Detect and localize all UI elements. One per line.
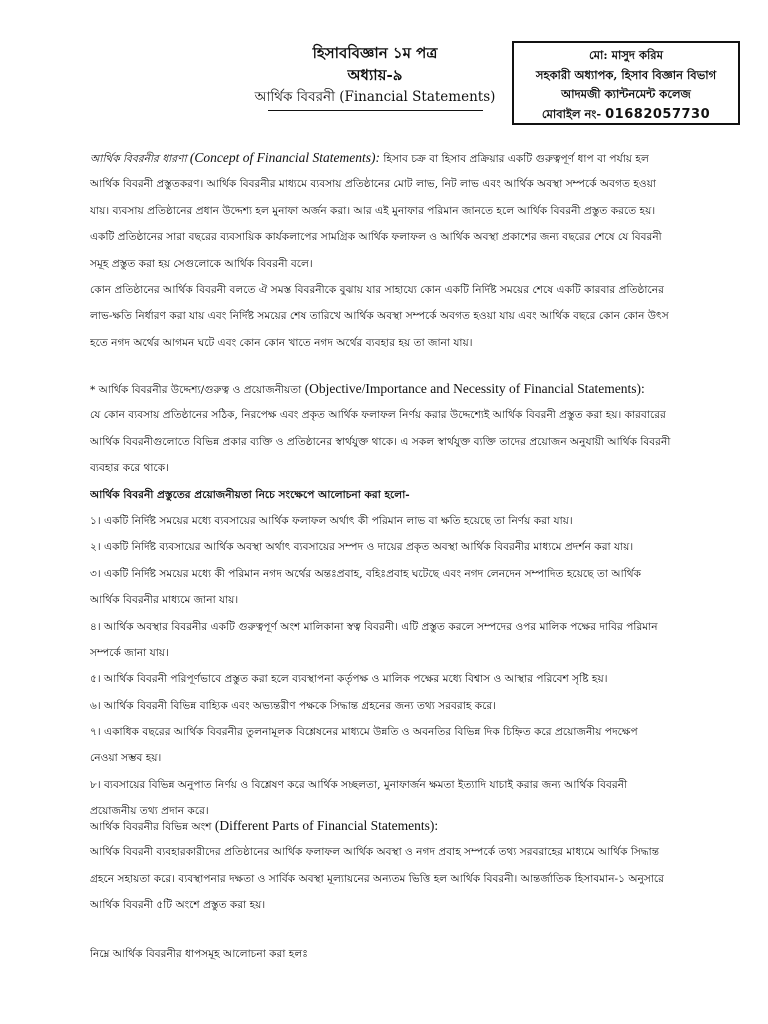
author-designation: সহকারী অধ্যাপক, হিসাব বিজ্ঞান বিভাগ [535,67,717,82]
title-block [250,42,500,111]
mobile-number: 01682057730 [605,106,711,122]
paragraph-line: গ্রহনে সহায়তা করে। ব্যবস্থাপনার দক্ষতা ও সার্বিক অবস্থা মূল্যায়নের অন্যতম ভিত্তি হল আর্থিক বিবরনী। আন্তর্জাতিক হিসাবমান-১ অনুসারে [90,872,664,885]
author-info-box [512,41,740,125]
list-item: ১। একটি নির্দিষ্ট সময়ের মধ্যে ব্যবসায়ের আর্থিক ফলাফল অর্থাৎ কী পরিমান লাভ বা ক্ষতি হয়েছে তা নির্ণয় করা যায়। [90,514,573,527]
mobile-label: মোবাইল নং- [541,106,602,121]
title-underline [268,110,483,111]
paragraph-line: যে কোন ব্যবসায় প্রতিষ্ঠানের সঠিক, নিরপেক্ষ এবং প্রকৃত আর্থিক ফলাফল নির্ণয় করার উদ্দেশ্যেই আর্থিক বিবরনী প্রস্তুত করা হয়। কারবারের [90,409,666,422]
paragraph-line: আর্থিক বিবরনী ৫টি অংশে প্রস্তুত করা হয়। [90,899,266,912]
objective-heading-line [90,376,730,402]
author-mobile [514,105,738,125]
course-title: হিসাববিজ্ঞান ১ম পত্র [312,44,438,62]
parts-section [90,813,730,919]
paragraph-line: হতে নগদ অর্থের আগমন ঘটে এবং কোন কোন খাতে নগদ অর্থের ব্যবহার হয় তা জানা যায়। [90,336,473,349]
chapter-title: অধ্যায়-৯ [347,66,403,84]
objective-heading-en: (Objective/Importance and Necessity of Financial Statements): [304,381,645,396]
objective-section [90,376,730,825]
list-item: ৭। একাধিক বছরের আর্থিক বিবরনীর তুলনামূলক বিশ্লেষনের মাধ্যমে উন্নতি ও অবনতির বিভিন্ন দিক চিহ্নিত করে প্রয়োজনীয় পদক্ষেপ [90,726,638,739]
concept-section [90,145,730,356]
objective-subheading: আর্থিক বিবরনী প্রস্তুতের প্রয়োজনীয়তা নিচে সংক্ষেপে আলোচনা করা হলো- [90,488,410,501]
paragraph-line: যায়। ব্যবসায় প্রতিষ্ঠানের প্রধান উদ্দেশ্য হল মুনাফা অর্জন করা। আর এই মুনাফার পরিমান জানতে হলে আর্থিক বিবরনী প্রস্তুত করতে হয়। [90,204,656,217]
paragraph-line: লাভ-ক্ষতি নির্ধারণ করা যায় এবং নির্দিষ্ট সময়ের শেষ তারিখে আর্থিক অবস্থা সম্পর্কে অবগত হওয়া যায় এবং আর্থিক বছরে কোন কোন উৎস [90,310,669,323]
parts-heading-bn: আর্থিক বিবরনীর বিভিন্ন অংশ [90,821,212,833]
list-item: ৪। আর্থিক অবস্থার বিবরনীর একটি গুরুত্বপূর্ণ অংশ মালিকানা স্বত্ব বিবরনী। এটি প্রস্তুত করলে সম্পদের ওপর মালিক পক্ষের দাবির পরিমান [90,620,658,633]
list-item: ৩। একটি নির্দিষ্ট সময়ের মধ্যে কী পরিমান নগদ অর্থের অন্তঃপ্রবাহ, বহিঃপ্রবাহ ঘটেছে এবং নগদ লেনদেন সম্পাদিত হয়েছে তা আর্থিক [90,567,642,580]
paragraph-line: কোন প্রতিষ্ঠানের আর্থিক বিবরনী বলতে ঐ সমস্ত বিবরনীকে বুঝায় যার সাহায্যে কোন একটি নির্দিষ্ট সময়ের শেষে একটি কারবার প্রতিষ্ঠানের [90,283,664,296]
concept-heading-en: (Concept of Financial Statements): [189,150,381,165]
list-item: ৬। আর্থিক বিবরনী বিভিন্ন বাহ্যিক এবং অভ্যন্তরীণ পক্ষকে সিদ্ধান্ত গ্রহনের জন্য তথ্য সরবরাহ করে। [90,699,497,712]
list-item: নেওয়া সম্ভব হয়। [90,752,162,765]
list-item: ২। একটি নির্দিষ্ট ব্যবসায়ের আর্থিক অবস্থা অর্থাৎ ব্যবসায়ের সম্পদ ও দায়ের প্রকৃত অবস্থা আর্থিক বিবরনীর মাধ্যমে প্রদর্শন করা যায়। [90,541,634,554]
list-item: প্রয়োজনীয় তথ্য প্রদান করে। [90,805,209,818]
parts-heading-en: (Different Parts of Financial Statements): [214,818,439,833]
paragraph-line: ব্যবহার করে থাকে। [90,462,169,475]
paragraph-line: আর্থিক বিবরনীগুলোতে বিভিন্ন প্রকার ব্যক্তি ও প্রতিষ্ঠানের স্বার্থযুক্ত থাকে। এ সকল স্বার্থযুক্ত ব্যক্তি তাদের প্রয়োজন অনুযায়ী আর্থিক বিবরনী [90,435,671,448]
concept-heading-line [90,145,730,171]
paragraph-line: একটি প্রতিষ্ঠানের সারা বছরের ব্যবসায়িক কার্যকলাপের সামগ্রিক আর্থিক ফলাফল ও আর্থিক অবস্থা প্রকাশের জন্য বছরের শেষে যে বিবরনী [90,231,662,244]
concept-line-1-tail: হিসাব চক্র বা হিসাব প্রক্রিয়ার একটি গুরুত্বপূর্ণ ধাপ বা পর্যায় হল [383,153,649,165]
concept-heading-bn: আর্থিক বিবরনীর ধারণা [90,153,187,165]
author-institution: আদমজী ক্যান্টনমেন্ট কলেজ [561,87,691,101]
paragraph-line: আর্থিক বিবরনী ব্যবহারকারীদের প্রতিষ্ঠানের আর্থিক ফলাফল আর্থিক অবস্থা ও নগদ প্রবাহ সম্পর্কে তথ্য সরবরাহের মাধ্যমে আর্থিক সিদ্ধান্ত [90,846,660,859]
parts-heading-line [90,813,730,839]
list-item: আর্থিক বিবরনীর মাধ্যমে জানা যায়। [90,594,239,607]
list-item: ৫। আর্থিক বিবরনী পরিপূর্ণভাবে প্রস্তুত করা হলে ব্যবস্থাপনা কর্তৃপক্ষ ও মালিক পক্ষের মধ্যে বিশ্বাস ও আস্থার পরিবেশ সৃষ্টি হয়। [90,673,608,686]
chapter-subtitle: আর্থিক বিবরনী (Financial Statements) [254,89,496,105]
author-name: মো: মাসুদ করিম [588,48,664,62]
paragraph-line: আর্থিক বিবরনী প্রস্তুতকরণ। আর্থিক বিবরনীর মাধ্যমে ব্যবসায় প্রতিষ্ঠানের মোট লাভ, নিট লাভ এবং আর্থিক অবস্থা সম্পর্কে অবগত হওয়া [90,178,657,191]
closing-line: নিম্নে আর্থিক বিবরনীর ধাপসমূহ আলোচনা করা হলঃ [90,948,308,960]
list-item: ৮। ব্যবসায়ের বিভিন্ন অনুপাত নির্ণয় ও বিশ্লেষণ করে আর্থিক সচ্ছলতা, মুনাফার্জন ক্ষমতা ইত্যাদি যাচাই করার জন্য আর্থিক বিবরনী [90,778,628,791]
list-item: সম্পর্কে জানা যায়। [90,646,169,659]
objective-heading-bn: * আর্থিক বিবরনীর উদ্দেশ্য/গুরুত্ব ও প্রয়োজনীয়তা [90,384,302,396]
paragraph-line: সমূহ প্রস্তুত করা হয় সেগুলোকে আর্থিক বিবরনী বলে। [90,257,313,270]
